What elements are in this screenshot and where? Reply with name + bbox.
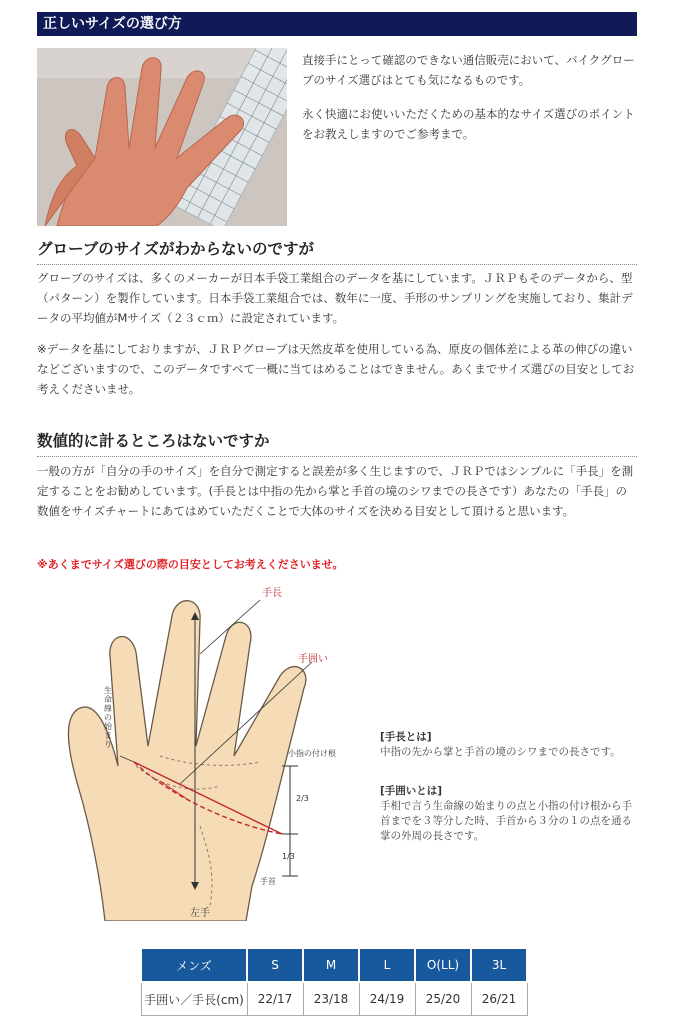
notice-text: ※あくまでサイズ選びの際の目安としてお考えくださいませ。 bbox=[37, 558, 344, 571]
size-table-header: 3L bbox=[471, 948, 527, 982]
size-table-cell: 24/19 bbox=[359, 982, 415, 1016]
label-lifeline-start: 生命線の始まり bbox=[104, 686, 112, 749]
definition-hand-length-text: 中指の先から掌と手首の境のシワまでの長さです。 bbox=[380, 746, 621, 758]
section-title-size-unknown: グローブのサイズがわからないのですが bbox=[37, 237, 637, 265]
intro-paragraph-1: 直接手にとって確認のできない通信販売において、バイクグローブのサイズ選びはとても気になるものです。 bbox=[302, 53, 635, 87]
hand-photo-illustration bbox=[37, 48, 287, 226]
size-table-cell: 25/20 bbox=[415, 982, 471, 1016]
section1-paragraph-1: グローブのサイズは、多くのメーカーが日本手袋工業組合のデータを基にしています。ＪＲＰもそのデータから、型（パターン）を製作しています。日本手袋工業組合では、数年に一度、手形のサンプリングを実施しており、集計データの平均値がMサイズ（２３ｃｍ）に設定されています。 bbox=[37, 271, 633, 325]
intro-paragraph-2: 永く快適にお使いいただくための基本的なサイズ選びのポイントをお教えしますのでご参考まで。 bbox=[302, 107, 635, 141]
section-header-bar bbox=[37, 12, 637, 36]
label-palm-girth: 手囲い bbox=[298, 654, 328, 665]
size-table-header: S bbox=[247, 948, 303, 982]
size-table-header: L bbox=[359, 948, 415, 982]
header-title: 正しいサイズの選び方 bbox=[43, 16, 182, 32]
size-table-header: O(LL) bbox=[415, 948, 471, 982]
section-title-measurement: 数値的に計るところはないですか bbox=[37, 429, 637, 457]
size-table-cell: 26/21 bbox=[471, 982, 527, 1016]
size-table-cell: 22/17 bbox=[247, 982, 303, 1016]
label-two-thirds: 2/3 bbox=[296, 794, 309, 803]
label-left-hand: 左手 bbox=[190, 908, 210, 919]
size-table-header: M bbox=[303, 948, 359, 982]
section2-paragraph-1: 一般の方が「自分の手のサイズ」を自分で測定すると誤差が多く生じますので、ＪＲＰではシンプルに「手長」を測定することをお勧めしています。(手長とは中指の先から掌と手首の境のシワまでの長さです）あなたの「手長」の数値をサイズチャートにあてはめていただくことで大体のサイズを決める目安として頂けると思います。 bbox=[37, 464, 634, 518]
size-table-cell: 23/18 bbox=[303, 982, 359, 1016]
definition-palm-girth-title: [手囲いとは] bbox=[380, 785, 443, 797]
definition-palm-girth bbox=[380, 784, 640, 844]
hand-ruler-photo bbox=[37, 48, 287, 226]
definition-palm-girth-text: 手相で言う生命線の始まりの点と小指の付け根から手首までを３等分した時、手首から３分の１の点を通る掌の外周の長さです。 bbox=[380, 800, 632, 842]
definition-hand-length bbox=[380, 730, 640, 760]
label-one-third: 1/3 bbox=[282, 852, 295, 861]
size-chart-table bbox=[140, 947, 528, 1016]
label-hand-length: 手長 bbox=[262, 588, 282, 599]
definition-hand-length-title: [手長とは] bbox=[380, 731, 432, 743]
label-wrist: 手首 bbox=[260, 877, 276, 886]
size-table-cell: 手囲い／手長(cm) bbox=[141, 982, 247, 1016]
section1-paragraph-2: ※データを基にしておりますが、ＪＲＰグローブは天然皮革を使用している為、原皮の個体差による革の伸びの違いなどございますので、このデータですべて一概に当てはめることはできません。あくまでサイズ選びの目安としてお考えくださいませ。 bbox=[37, 342, 635, 396]
hand-measurement-diagram bbox=[50, 576, 380, 921]
size-table-header: メンズ bbox=[141, 948, 247, 982]
label-pinky-base: 小指の付け根 bbox=[288, 749, 336, 758]
intro-text bbox=[302, 50, 637, 158]
size-table-header-row bbox=[141, 948, 527, 982]
size-table-row bbox=[141, 982, 527, 1016]
